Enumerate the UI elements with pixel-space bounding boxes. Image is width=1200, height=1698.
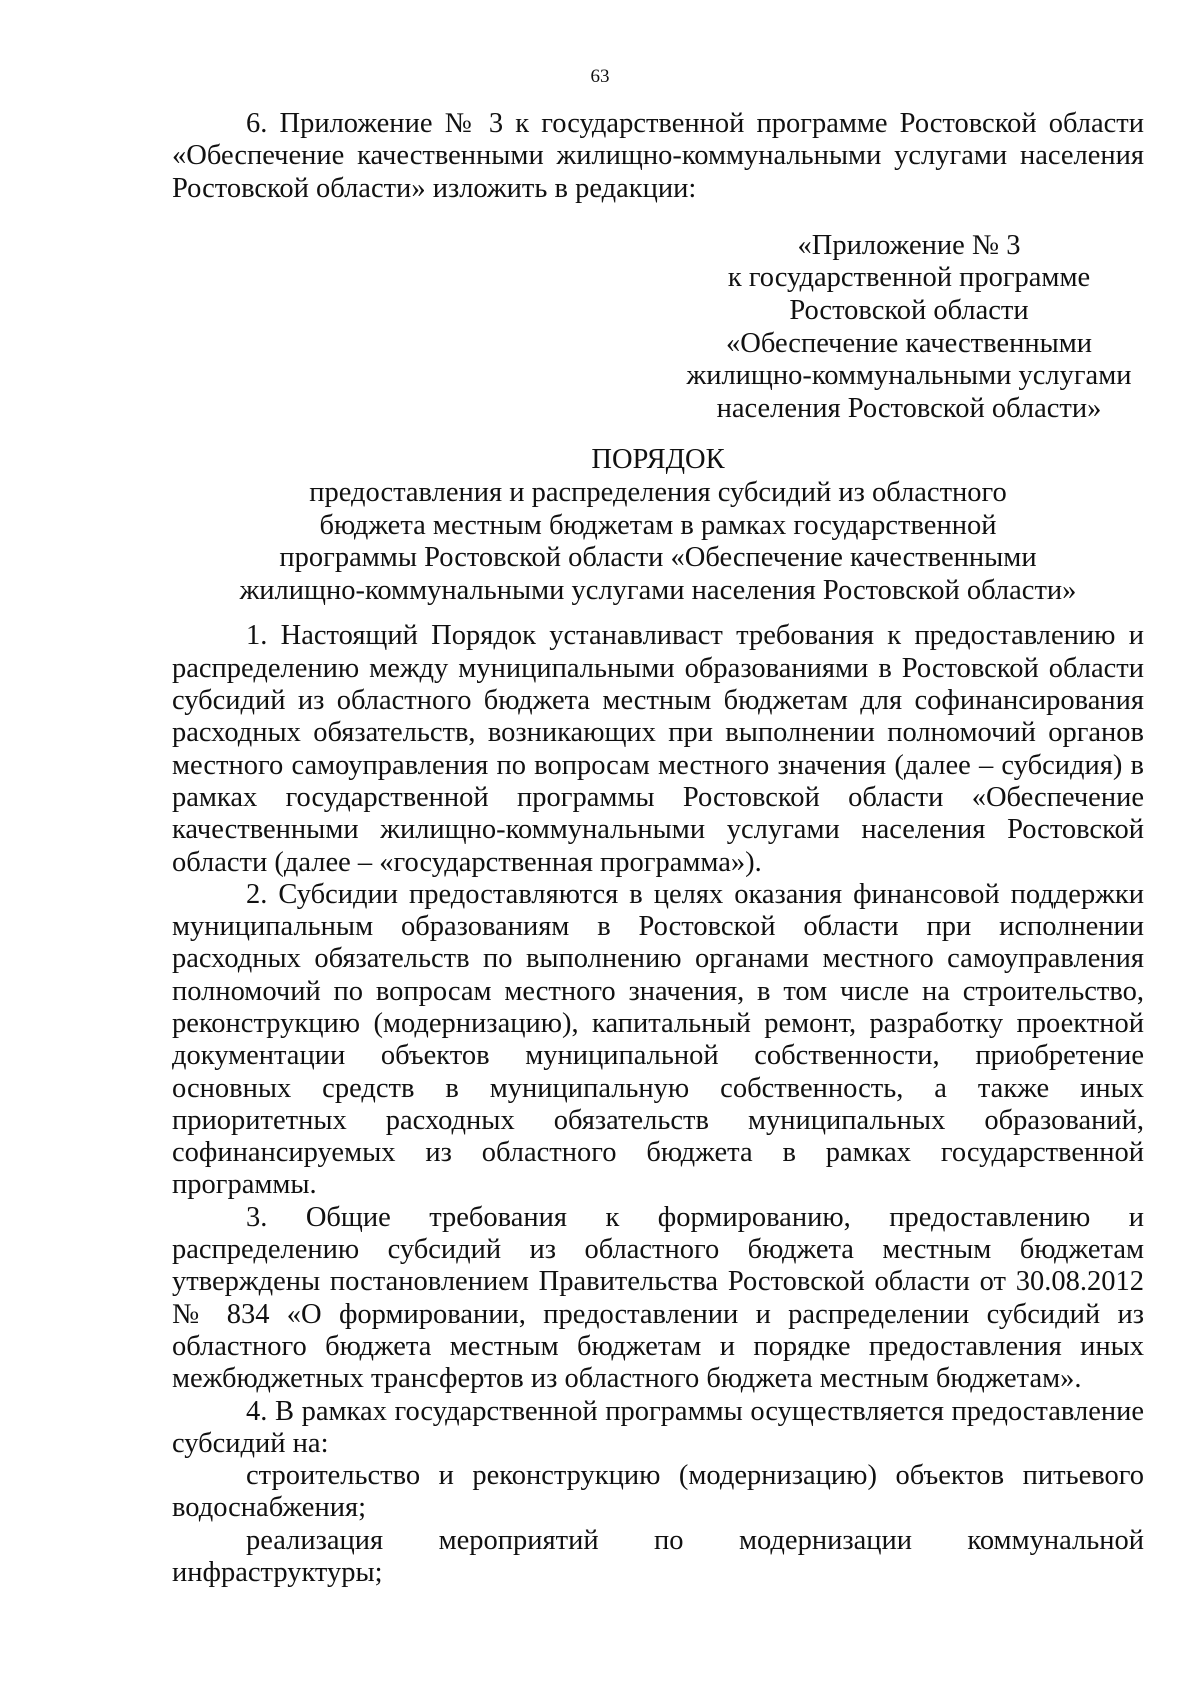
document-subtitle xyxy=(172,477,1144,607)
subtitle-line: предоставления и распределения субсидий из областного xyxy=(309,477,1007,509)
appendix-line: населения Ростовской области» xyxy=(716,392,1102,424)
appendix-line: «Обеспечение качественными xyxy=(725,327,1093,359)
appendix-line: жилищно-коммунальными услугами xyxy=(686,360,1132,392)
intro-paragraph: 6. Приложение № 3 к государственной программе Ростовской области «Обеспечение качественными жилищно-коммунальными услугами населения Ростовской области» изложить в редакции: xyxy=(172,108,1144,204)
document-body xyxy=(172,108,1144,1589)
appendix-line: Ростовской области xyxy=(789,295,1029,327)
paragraph-4: 4. В рамках государственной программы осуществляется предоставление субсидий на: xyxy=(172,1395,1144,1459)
page-number: 63 xyxy=(590,66,610,87)
subtitle-line: программы Ростовской области «Обеспечение качественными xyxy=(279,542,1037,574)
paragraph-6: реализация мероприятий по модернизации коммунальной инфраструктуры; xyxy=(172,1524,1144,1589)
appendix-line: «Приложение № 3 xyxy=(797,229,1021,261)
appendix-heading xyxy=(172,230,1144,426)
appendix-line: к государственной программе xyxy=(727,262,1091,294)
subtitle-line: жилищно-коммунальными услугами населения Ростовской области» xyxy=(239,574,1077,606)
paragraph-3: 3. Общие требования к формированию, предоставлению и распределению субсидий из областного бюджета местным бюджетам утверждены постановлением Правительства Ростовской области от 30.08.2012 № 834 «О формировании, предоставлении и распределении субсидий из областного бюджета местным бюджетам и порядке предоставления иных межбюджетных трансфертов из областного бюджета местным бюджетам». xyxy=(172,1201,1144,1395)
subtitle-line: бюджета местным бюджетам в рамках государственной xyxy=(319,509,997,541)
document-title: ПОРЯДОК xyxy=(591,444,725,476)
paragraph-5: строительство и реконструкцию (модернизацию) объектов питьевого водоснабжения; xyxy=(172,1460,1144,1524)
paragraph-1: 1. Настоящий Порядок устанавливаст требования к предоставлению и распределению между муниципальными образованиями в Ростовской области субсидий из областного бюджета местным бюджетам для софинансирования расходных обязательств, возникающих при выполнении полномочий органов местного самоуправления по вопросам местного значения (далее – субсидия) в рамках государственной программы Ростовской области «Обеспечение качественными жилищно-коммунальными услугами населения Ростовской области (далее – «государственная программа»). xyxy=(172,620,1144,878)
paragraph-2: 2. Субсидии предоставляются в целях оказания финансовой поддержки муниципальным образованиям в Ростовской области при исполнении расходных обязательств по выполнению органами местного самоуправления полномочий по вопросам местного значения, в том числе на строительство, реконструкцию (модернизацию), капитальный ремонт, разработку проектной документации объектов муниципальной собственности, приобретение основных средств в муниципальную собственность, а также иных приоритетных расходных обязательств муниципальных образований, софинансируемых из областного бюджета в рамках государственной программы. xyxy=(172,878,1144,1201)
